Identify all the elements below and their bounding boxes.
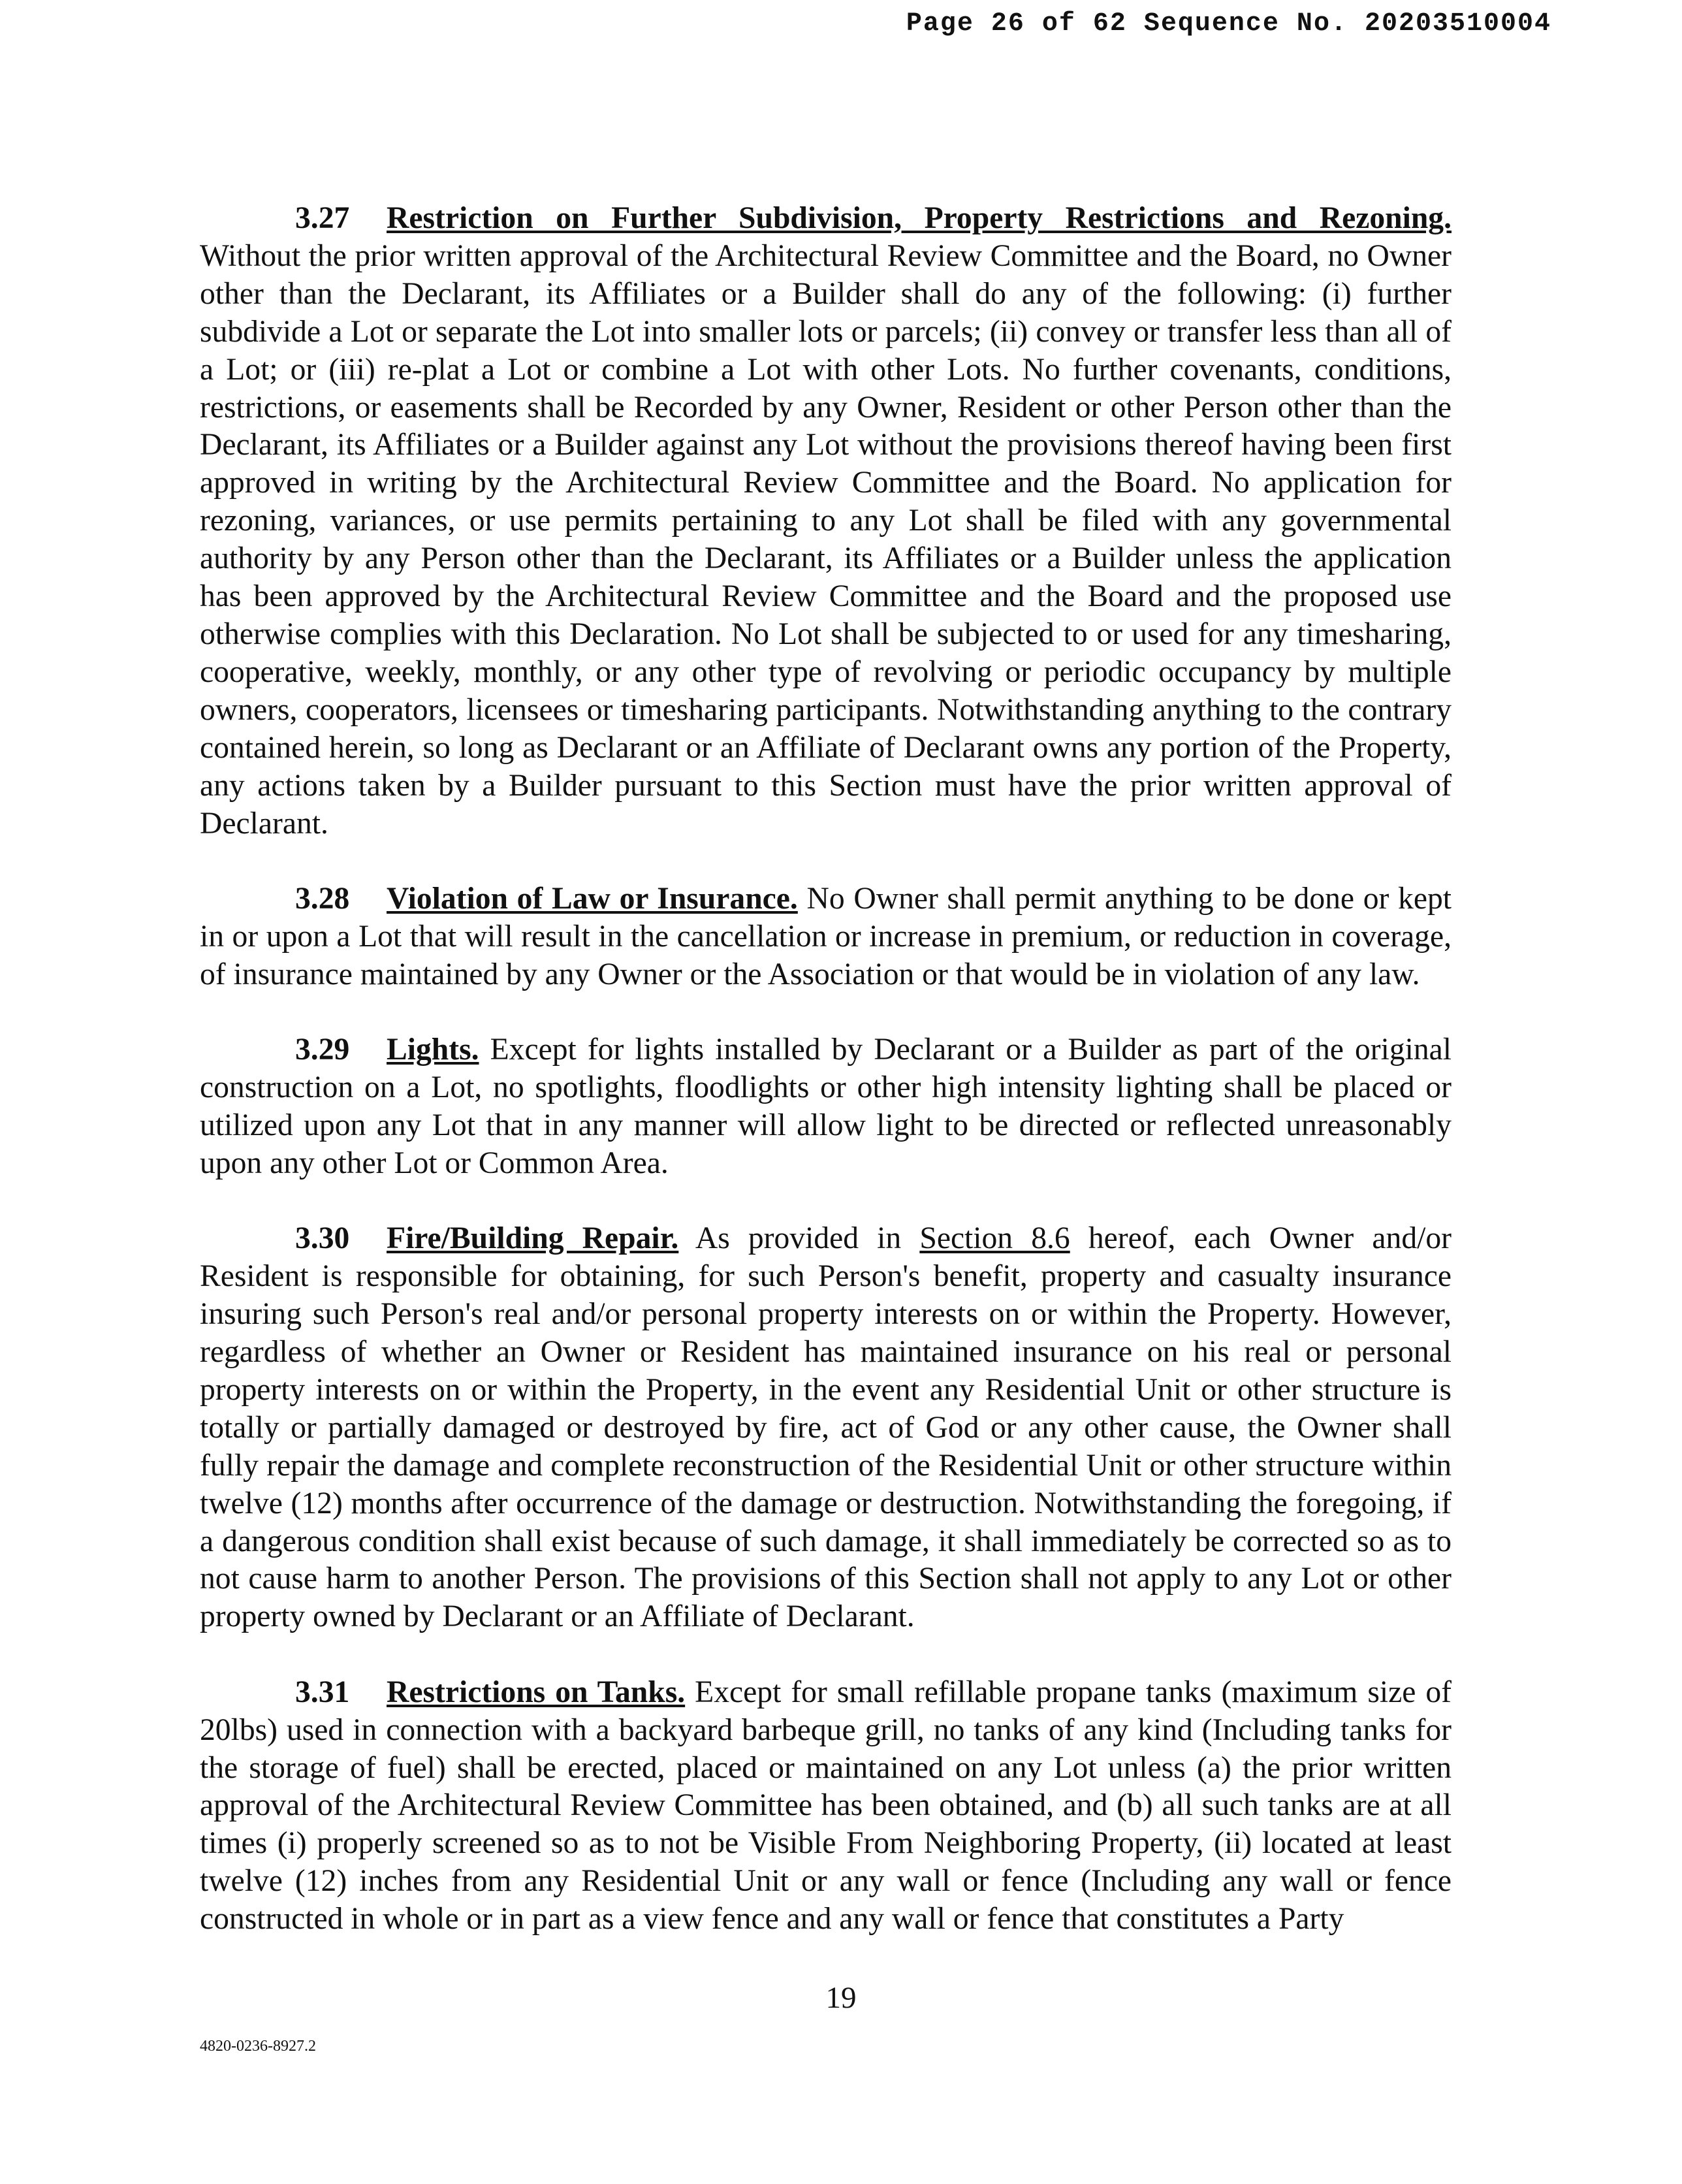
page-header: Page 26 of 62 Sequence No. 20203510004 bbox=[906, 9, 1551, 39]
section-text-after: hereof, each Owner and/or Resident is responsible for obtaining, for such Person's benefit, property and casualty insurance insuring such Person's real and/or personal property interests on or within the Property. However, regardless of whether an Owner or Resident has maintained insurance on his real or personal property interests on or within the Property, in the event any Residential Unit or other structure is totally or partially damaged or destroyed by fire, act of God or any other cause, the Owner shall fully repair the damage and complete reconstruction of the Residential Unit or other structure within twelve (12) months after occurrence of the damage or destruction. Notwithstanding the foregoing, if a dangerous condition shall exist because of such damage, it shall immediately be corrected so as to not cause harm to another Person. The provisions of this Section shall not apply to any Lot or other property owned by Declarant or an Affiliate of Declarant. bbox=[200, 1221, 1452, 1634]
section-3-28 bbox=[200, 880, 1452, 994]
section-cross-reference: Section 8.6 bbox=[919, 1221, 1070, 1256]
document-body bbox=[200, 200, 1452, 1976]
section-text: Without the prior written approval of the Architectural Review Committee and the Board, no Owner other than the Declarant, its Affiliates or a Builder shall do any of the following: (i) further subdivide a Lot or separate the Lot into smaller lots or parcels; (ii) convey or transfer less than all of a Lot; or (iii) re-plat a Lot or combine a Lot with other Lots. No further covenants, conditions, restrictions, or easements shall be Recorded by any Owner, Resident or other Person other than the Declarant, its Affiliates or a Builder against any Lot without the provisions thereof having been first approved in writing by the Architectural Review Committee and the Board. No application for rezoning, variances, or use permits pertaining to any Lot shall be filed with any governmental authority by any Person other than the Declarant, its Affiliates or a Builder unless the application has been approved by the Architectural Review Committee and the Board and the proposed use otherwise complies with this Declaration. No Lot shall be subjected to or used for any timesharing, cooperative, weekly, monthly, or any other type of revolving or periodic occupancy by multiple owners, cooperators, licensees or timesharing participants. Notwithstanding anything to the contrary contained herein, so long as Declarant or an Affiliate of Declarant owns any portion of the Property, any actions taken by a Builder pursuant to this Section must have the prior written approval of Declarant. bbox=[200, 238, 1452, 841]
section-3-27 bbox=[200, 200, 1452, 843]
section-text-before: As provided in bbox=[695, 1221, 902, 1256]
section-3-31 bbox=[200, 1674, 1452, 1938]
section-number: 3.29 bbox=[295, 1033, 350, 1067]
section-number: 3.30 bbox=[295, 1221, 350, 1256]
document-id: 4820-0236-8927.2 bbox=[200, 2038, 316, 2055]
section-heading: Lights. bbox=[387, 1033, 479, 1067]
section-3-29 bbox=[200, 1031, 1452, 1183]
section-number: 3.31 bbox=[295, 1675, 350, 1709]
section-number: 3.27 bbox=[295, 201, 350, 235]
section-heading: Restriction on Further Subdivision, Property Restrictions and Rezoning. bbox=[387, 201, 1452, 235]
section-heading: Fire/Building Repair. bbox=[387, 1221, 679, 1256]
page-number: 19 bbox=[825, 1981, 857, 2015]
section-heading: Violation of Law or Insurance. bbox=[387, 881, 798, 916]
section-text: Except for small refillable propane tanks (maximum size of 20lbs) used in connection with a backyard barbeque grill, no tanks of any kind (Including tanks for the storage of fuel) shall be erected, placed or maintained on any Lot unless (a) the prior written approval of the Architectural Review Committee has been obtained, and (b) all such tanks are at all times (i) properly screened so as to not be Visible From Neighboring Property, (ii) located at least twelve (12) inches from any Residential Unit or any wall or fence (Including any wall or fence constructed in whole or in part as a view fence and any wall or fence that constitutes a Party bbox=[200, 1675, 1452, 1936]
section-heading: Restrictions on Tanks. bbox=[387, 1675, 686, 1709]
section-text: No Owner shall permit anything to be done or kept in or upon a Lot that will result in the cancellation or increase in premium, or reduction in coverage, of insurance maintained by any Owner or the Association or that would be in violation of any law. bbox=[200, 881, 1452, 991]
section-text: Except for lights installed by Declarant or a Builder as part of the original construction on a Lot, no spotlights, floodlights or other high intensity lighting shall be placed or utilized upon any Lot that in any manner will allow light to be directed or reflected unreasonably upon any other Lot or Common Area. bbox=[200, 1033, 1452, 1180]
section-number: 3.28 bbox=[295, 881, 350, 916]
section-3-30 bbox=[200, 1220, 1452, 1636]
